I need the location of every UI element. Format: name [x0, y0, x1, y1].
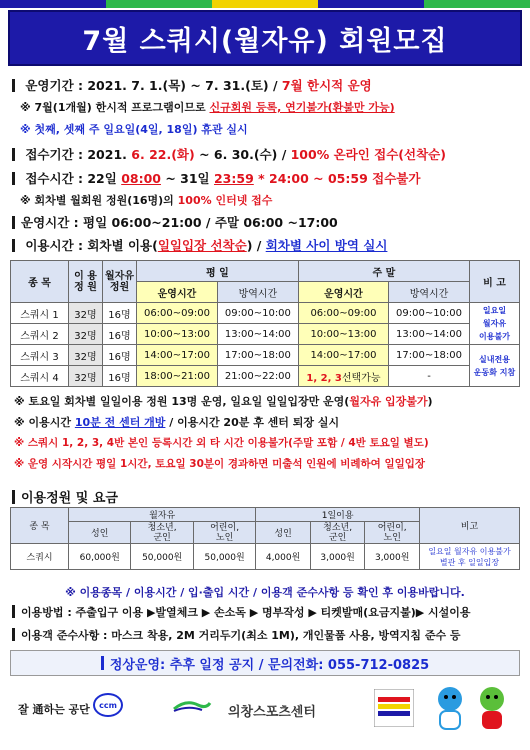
table-row — [11, 544, 520, 570]
period-note-highlight: 신규회원 등록, 연기불가(환불만 가능) — [209, 101, 395, 114]
reception-period-text: 접수기간 : 2021. — [25, 147, 132, 162]
reception-time — [12, 169, 420, 187]
saturday-note-text: ※ 토요일 회차별 일일이용 정원 13명 운영, 일요일 일일입장만 운영( — [14, 395, 350, 408]
operation-hours: 운영시간 : 평일 06:00~21:00 / 주말 06:00 ~17:00 — [12, 213, 338, 231]
fee-header-adult: 성인 — [69, 522, 131, 544]
row-capacity: 32명 — [69, 345, 103, 366]
closure-note: ※ 첫째, 셋째 주 일요일(4일, 18일) 휴관 실시 — [20, 123, 248, 136]
header-weekend-dis: 방역시간 — [389, 282, 470, 303]
header-weekend: 주 말 — [298, 261, 469, 282]
period-note-text: ※ 7월(1개월) 한시적 프로그램이므로 — [20, 101, 210, 114]
fee-note: 일요일 월자유 이용불가 별관 후 일일입장 — [420, 544, 520, 570]
row-name: 스쿼시 1 — [11, 303, 69, 324]
open-time-highlight: 10분 전 센터 개방 — [74, 416, 166, 429]
contact-text: 정상운영: 추후 일정 공지 / 문의전화: 055-712-0825 — [109, 657, 430, 673]
weekend-option-text: 선택가능 — [341, 372, 381, 384]
fee-header-adult-daily: 성인 — [256, 522, 311, 544]
row-weekday-dis: 17:00~18:00 — [217, 345, 298, 366]
fee-header-daily: 1일이용 — [256, 508, 420, 522]
reception-time-mid: ~ 31일 — [160, 171, 214, 186]
fee-daily-youth: 3,000원 — [310, 544, 365, 570]
table-row — [11, 324, 520, 345]
fee-header-item: 종 목 — [11, 508, 69, 544]
schedule-table — [10, 260, 520, 387]
row-weekend-op: 10:00~13:00 — [298, 324, 388, 345]
row-name: 스쿼시 3 — [11, 345, 69, 366]
header-note: 비 고 — [470, 261, 520, 303]
header-weekday-dis: 방역시간 — [217, 282, 298, 303]
header-capacity: 이 용 정 원 — [69, 261, 103, 303]
header-weekday: 평 일 — [137, 261, 299, 282]
fee-header-senior-daily: 어린이, 노인 — [365, 522, 420, 544]
footer — [0, 683, 530, 743]
fee-header-row-1 — [11, 508, 520, 522]
swoosh-logo-icon — [172, 699, 212, 713]
row-free: 16명 — [103, 366, 137, 387]
online-reception-note: 100% 온라인 접수(선착순) — [290, 147, 446, 162]
row-weekday-op: 10:00~13:00 — [137, 324, 218, 345]
contact-banner — [10, 650, 520, 676]
row-weekend-dis: 09:00~10:00 — [389, 303, 470, 324]
row-weekend-dis: 13:00~14:00 — [389, 324, 470, 345]
header-free-capacity: 월자유 정원 — [103, 261, 137, 303]
ccm-logo-text: ccm — [99, 700, 117, 710]
table-row — [11, 345, 520, 366]
row-note-shoes: 실내전용 운동화 지참 — [470, 345, 520, 387]
fee-row-name: 스쿼시 — [11, 544, 69, 570]
strip-green-2 — [424, 0, 530, 8]
mascot-blue-icon — [432, 685, 468, 733]
strip-blue-2 — [318, 0, 424, 8]
internet-quota-highlight: 100% 인터넷 접수 — [177, 194, 273, 207]
usage-first-come: 일일입장 선착순 — [157, 238, 247, 253]
strip-green — [106, 0, 212, 8]
ccm-logo — [93, 693, 123, 717]
row-free: 16명 — [103, 303, 137, 324]
reception-time-text: 접수시간 : 22일 — [25, 171, 122, 186]
saturday-note-highlight: 월자유 입장불가 — [349, 395, 428, 408]
internet-quota-text: ※ 회차별 월회원 정원(16명)의 — [20, 194, 178, 207]
row-weekend-dis: - — [389, 366, 470, 387]
row-weekday-op: 18:00~21:00 — [137, 366, 218, 387]
fee-section-title: 이용정원 및 요금 — [12, 487, 118, 506]
usage-time-text: 이용시간 : 회차별 이용( — [25, 238, 158, 253]
open-time-text: ※ 이용시간 — [14, 416, 75, 429]
reception-start-time: 08:00 — [121, 171, 161, 186]
usage-time-sep: ) / — [246, 238, 266, 253]
row-capacity: 32명 — [69, 324, 103, 345]
row-capacity: 32명 — [69, 303, 103, 324]
fee-header-senior: 어린이, 노인 — [193, 522, 255, 544]
schedule-header-row-1 — [11, 261, 520, 282]
header-weekday-op: 운영시간 — [137, 282, 218, 303]
fee-daily-senior: 3,000원 — [365, 544, 420, 570]
row-name: 스쿼시 4 — [11, 366, 69, 387]
reception-blocked-hours: * 24:00 ~ 05:59 접수불가 — [253, 171, 421, 186]
strip-yellow — [212, 0, 318, 8]
saturday-note-end: ) — [427, 395, 433, 408]
strip-blue — [0, 0, 106, 8]
title-banner — [8, 10, 522, 66]
row-weekday-dis: 21:00~22:00 — [217, 366, 298, 387]
row-weekend-op: 06:00~09:00 — [298, 303, 388, 324]
user-rules: 이용객 준수사항 : 마스크 착용, 2M 거리두기(최소 1M), 개인물품 사용, 방역지침 준수 등 — [12, 627, 461, 643]
row-note-sunday: 일요일 월자유 이용불가 — [470, 303, 520, 345]
daily-entry-note: ※ 운영 시작시간 평일 1시간, 토요일 30분이 경과하면 미출석 인원에 비례하여 일일입장 — [14, 458, 426, 470]
row-weekday-op: 14:00~17:00 — [137, 345, 218, 366]
fee-header-note: 비고 — [420, 508, 520, 544]
fee-daily-adult: 4,000원 — [256, 544, 311, 570]
center-logo: 의창스포츠센터 — [228, 705, 316, 720]
open-time-end: / 이용시간 20분 후 센터 퇴장 실시 — [165, 416, 340, 429]
row-weekday-dis: 13:00~14:00 — [217, 324, 298, 345]
usage-disinfection: 회차별 사이 방역 실시 — [265, 238, 388, 253]
reception-end-time: 23:59 — [213, 171, 254, 186]
weekend-option-numbers: 1, 2, 3 — [306, 372, 342, 384]
fee-monthly-adult: 60,000원 — [69, 544, 131, 570]
operation-period-text: 운영기간 : 2021. 7. 1.(목) ~ 7. 31.(토) / — [25, 78, 282, 93]
usage-time — [12, 236, 387, 254]
row-free: 16명 — [103, 324, 137, 345]
mascot-green-icon — [474, 685, 510, 733]
reception-start-date: 6. 22.(화) — [131, 147, 195, 162]
reception-end-date: ~ 6. 30.(수) / — [194, 147, 291, 162]
slogan-logo: 잘 通하는 공단 — [18, 703, 90, 716]
row-capacity: 32명 — [69, 366, 103, 387]
row-name: 스쿼시 2 — [11, 324, 69, 345]
row-weekend-op: 14:00~17:00 — [298, 345, 388, 366]
fee-monthly-youth: 50,000원 — [131, 544, 193, 570]
saturday-note — [14, 393, 433, 409]
time-restriction-note: ※ 스쿼시 1, 2, 3, 4반 본인 등록시간 외 타 시간 이용불가(주말 포함 / 4반 토요일 별도) — [14, 437, 429, 449]
operation-period — [12, 76, 372, 94]
fee-header-monthly: 월자유 — [69, 508, 256, 522]
striped-flag-icon — [374, 689, 414, 727]
page-title: 7월 스쿼시(월자유) 회원모집 — [82, 25, 448, 57]
row-weekend-dis: 17:00~18:00 — [389, 345, 470, 366]
reception-period — [12, 145, 446, 163]
open-time-note — [14, 414, 339, 430]
row-weekday-op: 06:00~09:00 — [137, 303, 218, 324]
table-row — [11, 303, 520, 324]
header-item: 종 목 — [11, 261, 69, 303]
header-weekend-op: 운영시간 — [298, 282, 388, 303]
period-note — [20, 99, 395, 115]
usage-notice: ※ 이용종목 / 이용시간 / 입·출입 시간 / 이용객 준수사항 등 확인 후 이용바랍니다. — [65, 586, 465, 599]
internet-quota-note — [20, 192, 272, 208]
fee-table — [10, 507, 520, 570]
table-row — [11, 366, 520, 387]
fee-monthly-senior: 50,000원 — [193, 544, 255, 570]
usage-method: 이용방법 : 주출입구 이용 ▶발열체크 ▶ 손소독 ▶ 명부작성 ▶ 티켓발매(요금지불)▶ 시설이용 — [12, 604, 471, 620]
row-weekday-dis: 09:00~10:00 — [217, 303, 298, 324]
row-free: 16명 — [103, 345, 137, 366]
fee-header-youth-daily: 청소년, 군인 — [310, 522, 365, 544]
row-weekend-op — [298, 366, 388, 387]
operation-period-highlight: 7월 한시적 운영 — [281, 78, 372, 93]
fee-header-youth: 청소년, 군인 — [131, 522, 193, 544]
top-color-strip — [0, 0, 530, 8]
